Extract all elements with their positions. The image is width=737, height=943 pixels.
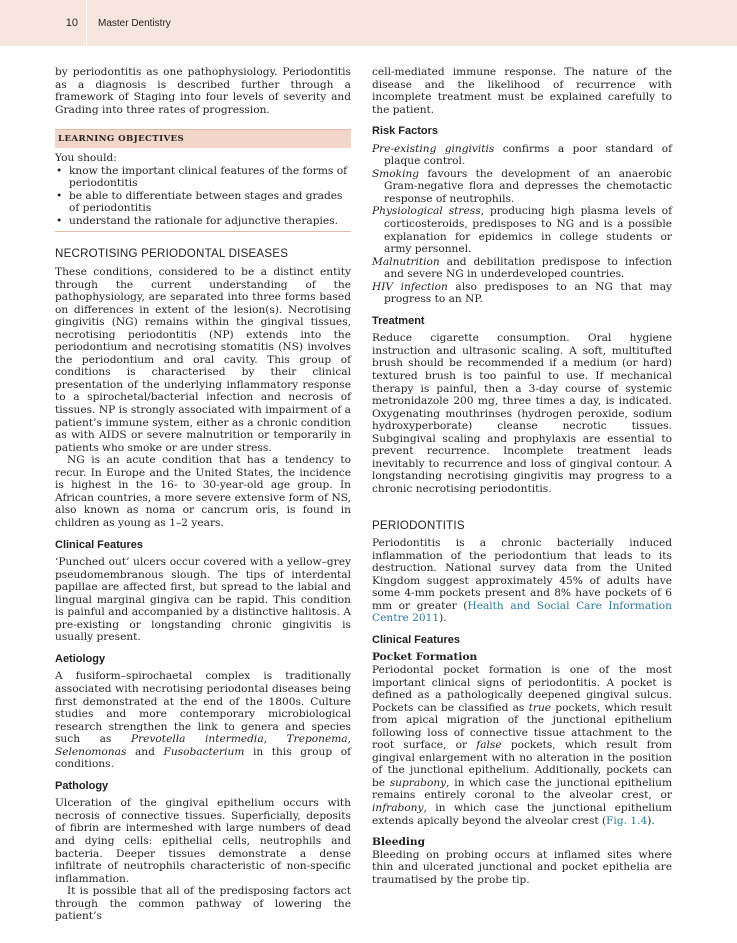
learning-objectives-list xyxy=(55,165,351,228)
risk-factor-item: Smoking favours the development of an anaerobic Gram-negative flora and depresses the chemotactic response of neutrophils. xyxy=(372,167,672,205)
risk-factor-item: Malnutrition and debilitation predispose to infection and severe NG in underdeveloped countries. xyxy=(372,255,672,281)
treatment-paragraph: Reduce cigarette consumption. Oral hygiene instruction and ultrasonic scaling. A soft, multitufted brush should be recommended if a medium (or hard) textured brush is too painful to use. If mechanical therapy is painful, then a 3-day course of systemic metronidazole 200 mg, three times a day, is indicated. Oxygenating mouthrinses (hydrogen peroxide, sodium hydroxyperborate) cleanse necrotic tissues. Subgingival scaling and prophylaxis are essential to prevent recurrence. Incomplete treatment leads inevitably to recurrence and loss of gingival contour. A longstanding necrotising gingivitis may progress to a chronic necrotising periodontitis. xyxy=(372,332,672,495)
subheading-clinical-features: Clinical Features xyxy=(372,633,461,646)
page-number: 10 xyxy=(65,17,78,29)
clinical-features-paragraph: ‘Punched out’ ulcers occur covered with a yellow–grey pseudomembranous slough. The tips of interdental papillae are affected first, but spread to the labial and lingual marginal gingiva can be rapid. This condition is painful and accompanied by a distinctive halitosis. A pre-existing or longstanding chronic gingivitis is usually present. xyxy=(55,556,351,644)
subheading-aetiology: Aetiology xyxy=(55,652,106,665)
left-column xyxy=(55,66,351,923)
header-divider xyxy=(86,0,87,46)
subheading-clinical-features: Clinical Features xyxy=(55,538,144,551)
learning-objectives-box xyxy=(55,129,351,232)
right-column xyxy=(372,66,672,886)
learning-objectives-title: LEARNING OBJECTIVES xyxy=(55,130,351,148)
section-heading-necrotising: NECROTISING PERIODONTAL DISEASES xyxy=(55,247,289,261)
periodontitis-paragraph: Periodontitis is a chronic bacterially induced inflammation of the periodontium that leads to its destruction. National survey data from the United Kingdom suggest approximately 45% of adults have some 4-mm pockets present and 8% have pockets of 6 mm or greater (Health and Social Care Information Centre 2011). xyxy=(372,537,672,625)
necrotising-paragraph-1: These conditions, considered to be a distinct entity through the current understanding of the pathophysiology, are separated into three forms based on differences in extent of the lesion(s). Necrotising gingivitis (NG) remains within the gingival tissues, necrotising periodontitis (NP) extends into the periodontium and necrotising stomatitis (NS) involves the periodontium and oral cavity. This group of conditions is characterised by their clinical presentation of the underlying inflammatory response to a spirochetal/bacterial infection and necrosis of tissues. NP is strongly associated with impairment of a patient’s immune system, either as a chronic condition as with AIDS or severe malnutrition or temporarily in patients who smoke or are under stress. xyxy=(55,266,351,454)
subheading-pocket-formation: Pocket Formation xyxy=(372,651,478,664)
subheading-pathology: Pathology xyxy=(55,779,109,792)
figure-link[interactable]: Fig. 1.4 xyxy=(606,814,648,827)
list-item: • know the important clinical features of the forms of periodontitis xyxy=(55,165,351,190)
intro-paragraph: by periodontitis as one pathophysiology. Periodontitis as a diagnosis is described further through a framework of Staging into four levels of severity and Grading into three rates of progression. xyxy=(55,66,351,116)
list-item: • be able to differentiate between stages and grades of periodontitis xyxy=(55,190,351,215)
subheading-risk-factors: Risk Factors xyxy=(372,125,439,138)
subheading-bleeding: Bleeding xyxy=(372,836,425,849)
risk-factor-item: Pre-existing gingivitis confirms a poor standard of plaque control. xyxy=(372,142,672,168)
subheading-treatment: Treatment xyxy=(372,314,425,327)
bleeding-paragraph: Bleeding on probing occurs at inflamed sites where thin and ulcerated junctional and pocket epithelia are traumatised by the probe tip. xyxy=(372,848,672,886)
pathology-paragraph-2: It is possible that all of the predisposing factors act through the common pathway of lowering the patient’s xyxy=(55,885,351,923)
list-item: • understand the rationale for adjunctive therapies. xyxy=(55,215,351,228)
continued-paragraph: cell-mediated immune response. The nature of the disease and the likelihood of recurrence with incomplete treatment must be explained carefully to the patient. xyxy=(372,66,672,116)
learning-objectives-intro: You should: xyxy=(55,152,117,165)
citation-link[interactable]: Health and Social Care Information Centre 2011 xyxy=(372,599,672,625)
genus-name: Fusobacterium xyxy=(163,745,245,758)
risk-factor-item: Physiological stress, producing high plasma levels of corticosteroids, predisposes to NG and is a possible explanation for epidemics in college students or army personnel. xyxy=(372,205,673,256)
pocket-formation-paragraph: Periodontal pocket formation is one of the most important clinical signs of periodontitis. A pocket is defined as a pathologically deepened gingival sulcus. Pockets can be classified as true pockets, which result from apical migration of the junctional epithelium following loss of connective tissue attachment to the root surface, or false pockets, which result from gingival enlargement with no alteration in the position of the junctional epithelium. Additionally, pockets can be suprabony, in which case the junctional epithelium remains entirely coronal to the alveolar crest, or infrabony, in which case the junctional epithelium extends apically beyond the alveolar crest (Fig. 1.4). xyxy=(372,663,673,827)
pathology-paragraph-1: Ulceration of the gingival epithelium occurs with necrosis of connective tissues. Superficially, deposits of fibrin are intermeshed with large numbers of dead and dying cells: epithelial cells, neutrophils and bacteria. Deeper tissues demonstrate a dense infiltrate of neutrophils characteristic of non-specific inflammation. xyxy=(55,797,351,885)
aetiology-paragraph: A fusiform–spirochaetal complex is traditionally associated with necrotising periodontal diseases being first demonstrated at the end of the 1800s. Culture studies and more contemporary microbiological research strengthen the link to genera and species such as Prevotella intermedia, Treponema, Selenomonas and Fusobacterium in this group of conditions. xyxy=(55,670,351,771)
genera-names: Prevotella intermedia, Treponema, Selenomonas xyxy=(55,733,351,758)
necrotising-paragraph-2: NG is an acute condition that has a tendency to recur. In Europe and the United States, the incidence is highest in the 16- to 30-year-old age group. In African countries, a more severe extensive form of NS, also known as noma or cancrum oris, is found in children as young as 1–2 years. xyxy=(55,454,351,529)
book-title: Master Dentistry xyxy=(98,17,171,29)
risk-factor-item: HIV infection also predisposes to an NG that may progress to an NP. xyxy=(372,280,672,306)
section-heading-periodontitis: PERIODONTITIS xyxy=(372,518,465,532)
